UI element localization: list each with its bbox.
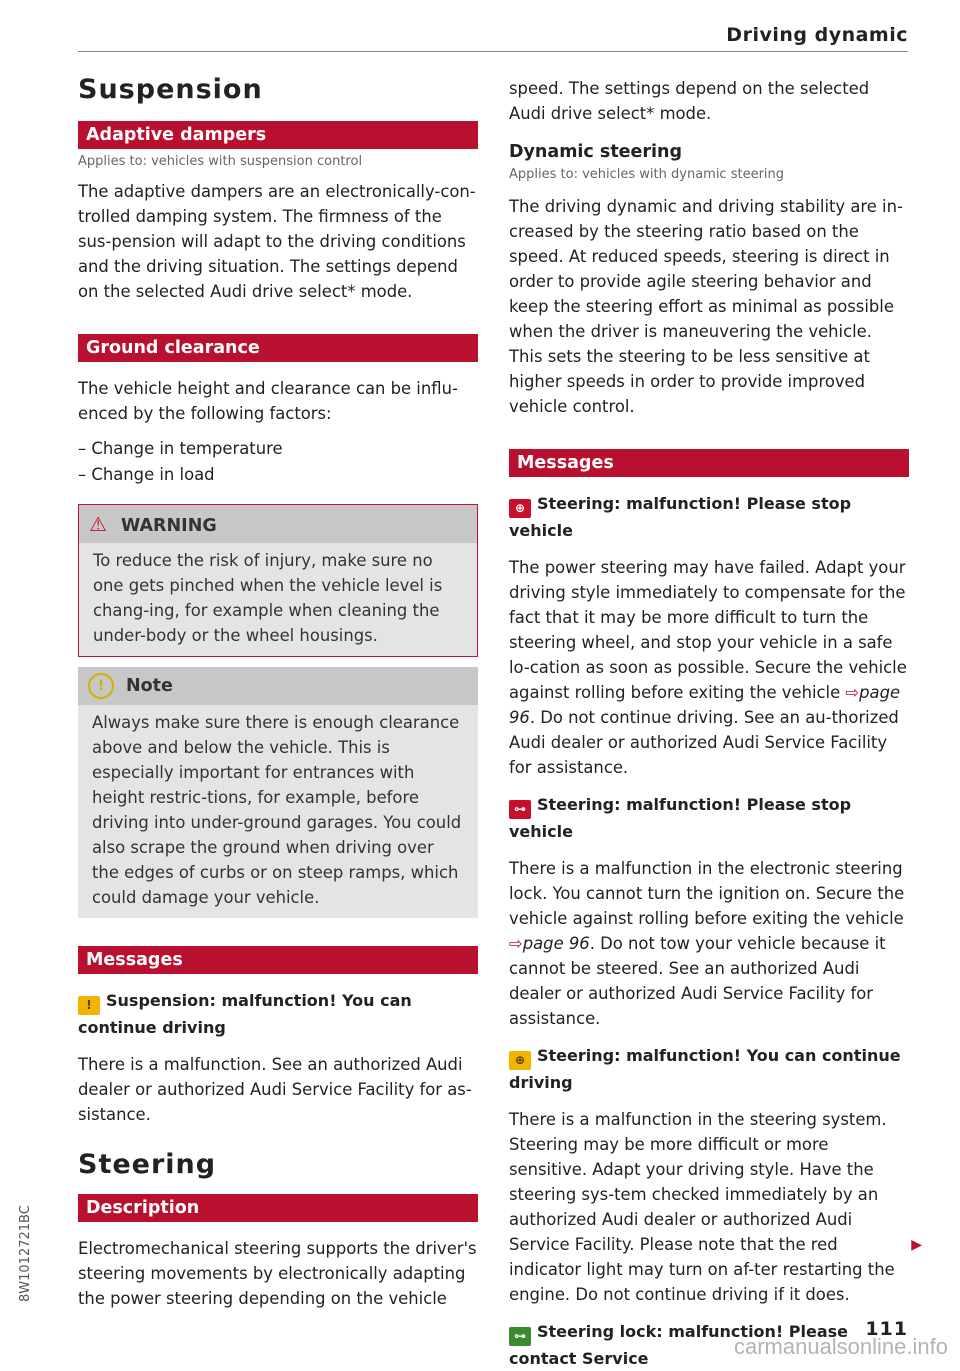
factors-list: [78, 436, 478, 488]
page-reference-text: page 96: [522, 934, 590, 953]
list-item: – Change in temperature: [78, 439, 283, 458]
arrow-right-icon: ⇨: [845, 683, 860, 702]
message-text-suspension: There is a malfunction. See an authorized Audi dealer or authorized Audi Service Facility for as-sistance.: [78, 1055, 472, 1124]
header-divider: [78, 51, 908, 52]
list-item: – Change in load: [78, 465, 215, 484]
heading-dynamic-steering: Dynamic steering: [509, 142, 683, 162]
message-title-suspension: [78, 988, 478, 1040]
message-text-steering-2: [509, 856, 909, 1031]
note-label: Note: [126, 676, 173, 696]
left-column: [78, 66, 478, 1311]
heading-messages-right: Messages: [509, 449, 909, 477]
description-text: Electromechanical steering supports the driver's steering movements by electronically adapting the power steering depending on the vehicle: [78, 1239, 477, 1308]
message-title-text: Suspension: malfunction! You can continue driving: [78, 991, 412, 1037]
message-title-steering-1: [509, 491, 909, 543]
steering-lock-indicator-icon: ⊶: [509, 1327, 531, 1346]
suspension-indicator-icon: !: [78, 996, 100, 1015]
steering-warning-icon: ⊕: [509, 499, 531, 518]
message-title-steering-2: [509, 792, 909, 844]
right-column: [509, 66, 909, 1371]
warning-text: To reduce the risk of injury, make sure no one gets pinched when the vehicle level is chang-ing, for example when cleaning the under-body or the wheel housings.: [93, 551, 443, 645]
warning-label: WARNING: [121, 516, 217, 536]
document-code: 8W1012721BC: [18, 1205, 33, 1302]
warning-header: [79, 505, 477, 543]
message-text-part: . Do not continue driving. See an au-thorized Audi dealer or authorized Audi Service Facility for assistance.: [509, 708, 899, 777]
heading-ground-clearance: Ground clearance: [78, 334, 478, 362]
message-text-part: . Do not tow your vehicle because it cannot be steered. See an authorized Audi dealer or authorized Audi Service Facility for assistance.: [509, 934, 886, 1028]
warning-triangle-icon: ⚠: [89, 512, 107, 536]
section-title-suspension: Suspension: [78, 74, 263, 105]
arrow-right-icon: ⇨: [509, 934, 523, 953]
applies-note: Applies to: vehicles with suspension control: [78, 154, 363, 169]
heading-description: Description: [78, 1194, 478, 1222]
message-title-text: Steering: malfunction! Please stop vehicle: [509, 494, 852, 540]
message-text-part: There is a malfunction in the electronic steering lock. You cannot turn the ignition on. Secure the vehicle against rolling before exiting the vehicle: [509, 859, 905, 928]
note-box: [78, 667, 478, 918]
page-reference-text: page 96: [509, 683, 901, 727]
message-title-steering-3: [509, 1043, 909, 1095]
continued-text: speed. The settings depend on the selected Audi drive select* mode.: [509, 79, 870, 123]
message-title-text: Steering: malfunction! Please stop vehicle: [509, 795, 852, 841]
ground-clearance-intro: The vehicle height and clearance can be influ-enced by the following factors:: [78, 379, 458, 423]
message-title-text: Steering lock: malfunction! Please contact Service: [509, 1322, 849, 1368]
steering-lock-icon: ⊶: [509, 800, 531, 819]
heading-adaptive-dampers: Adaptive dampers: [78, 121, 478, 149]
note-text: Always make sure there is enough clearance above and below the vehicle. This is especially important for entrances with height restric-tions, for example, before driving into under-ground garages. You could also scrape the ground when driving over the edges of curbs or on steep ramps, which could damage your vehicle.: [92, 713, 462, 907]
continue-arrow-icon: ▶: [911, 1237, 922, 1253]
dynamic-steering-text: The driving dynamic and driving stability are in-creased by the steering ratio based on the speed. At reduced speeds, steering is direct in order to provide agile steering behavior and keep the steering effort as minimal as possible when the driver is maneuvering the vehicle. This sets the steering to be less sensitive at higher speeds in order to provide improved vehicle control.: [509, 197, 903, 416]
watermark: carmanualsonline.info: [733, 1334, 948, 1359]
page-number: 111: [865, 1318, 908, 1340]
exclamation-circle-icon: !: [88, 673, 114, 699]
applies-note: Applies to: vehicles with dynamic steering: [509, 167, 785, 182]
warning-box: [78, 504, 478, 657]
steering-indicator-icon: ⊕: [509, 1051, 531, 1070]
message-text-steering-1: [509, 555, 909, 780]
adaptive-dampers-text: The adaptive dampers are an electronically-con-trolled damping system. The firmness of the sus-pension will adapt to the driving conditions and the driving situation. The settings depend on the selected Audi drive select* mode.: [78, 182, 476, 301]
message-text-steering-3: There is a malfunction in the steering system. Steering may be more difficult or more sensitive. Adapt your driving style. Have the steering sys-tem checked immediately by an authorized Audi dealer or authorized Audi Service Facility. Please note that the red indicator light may turn on af-ter restarting the engine. Do not continue driving if it does.: [509, 1110, 895, 1304]
page-header-title: Driving dynamic: [726, 24, 908, 46]
page-reference-link[interactable]: [509, 934, 590, 953]
message-title-text: Steering: malfunction! You can continue driving: [509, 1046, 901, 1092]
heading-messages-left: Messages: [78, 946, 478, 974]
message-text-part: The power steering may have failed. Adapt your driving style immediately to compensate for the fact that it may be more difficult to turn the steering wheel, and stop your vehicle in a safe lo-cation as soon as possible. Secure the vehicle against rolling before exiting the vehicle: [509, 558, 907, 702]
section-title-steering: Steering: [78, 1149, 217, 1180]
note-header: [78, 667, 478, 705]
